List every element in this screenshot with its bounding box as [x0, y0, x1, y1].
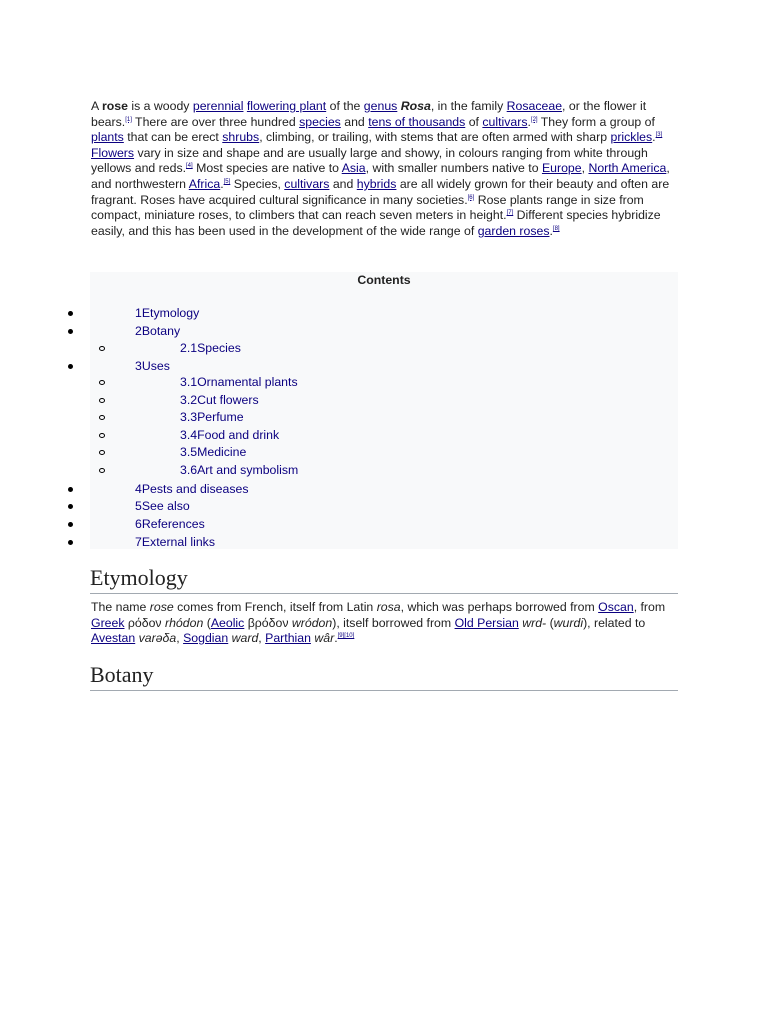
reference-2[interactable]: [2] [530, 116, 538, 123]
link-cultivars[interactable]: cultivars [482, 114, 528, 129]
link-north-america[interactable]: North America [588, 161, 667, 176]
toc-number: 3.4 [180, 428, 198, 442]
toc-label[interactable]: Medicine [197, 445, 247, 459]
toc-label[interactable]: Etymology [141, 306, 200, 320]
link-flowers[interactable]: Flowers [91, 145, 135, 160]
link-parthian[interactable]: Parthian [265, 631, 311, 645]
toc-number: 4 [135, 482, 142, 496]
link-shrubs[interactable]: shrubs [222, 130, 260, 145]
text: and [340, 114, 369, 129]
reference-6[interactable]: [6] [467, 194, 475, 201]
link-old-persian[interactable]: Old Persian [454, 615, 519, 630]
text: , [176, 631, 184, 645]
toc-label[interactable]: Ornamental plants [197, 375, 298, 389]
toc-item-etymology[interactable] [135, 305, 199, 321]
toc-item-art-and-symbolism[interactable] [180, 462, 298, 478]
reference-3[interactable]: [3] [655, 132, 663, 139]
toc-item-cut-flowers[interactable] [180, 392, 259, 408]
toc-label[interactable]: Cut flowers [197, 393, 259, 407]
toc-label[interactable]: Art and symbolism [197, 463, 299, 477]
text: Species, [230, 176, 285, 191]
link-prickles[interactable]: prickles [610, 130, 653, 145]
italic-term: wurdi [553, 615, 584, 630]
italic-term: varəδa [138, 631, 177, 645]
link-tens-of-thousands[interactable]: tens of thousands [368, 114, 466, 129]
bullet-icon [68, 364, 73, 369]
text: ρόδον [124, 615, 165, 630]
link-hybrids[interactable]: hybrids [356, 176, 397, 191]
text: , [258, 631, 266, 645]
toc-number: 3.6 [180, 463, 198, 477]
toc-item-references[interactable] [135, 516, 205, 532]
text: A [91, 99, 102, 113]
bold-italic-term-rosa: Rosa [400, 99, 431, 113]
italic-term: rhódon [165, 615, 204, 630]
text: There are over three hundred [131, 114, 300, 129]
heading-botany: Botany [90, 662, 678, 691]
toc-label[interactable]: Uses [141, 359, 170, 373]
link-aeolic[interactable]: Aeolic [210, 615, 245, 630]
text: , climbing, or trailing, with stems that are often armed with sharp [259, 130, 611, 145]
italic-term: wrd- [522, 615, 547, 630]
text: ( [203, 615, 211, 630]
toc-item-medicine[interactable] [180, 444, 246, 460]
text: Different species hybridize easily, and this has been used in the development of the wide range of [91, 208, 661, 238]
reference-8[interactable]: [8] [552, 225, 560, 232]
text: . [220, 176, 224, 191]
intro-paragraph [91, 99, 681, 239]
italic-term: wródon [291, 615, 333, 630]
reference-7[interactable]: [7] [506, 210, 514, 217]
text: . [527, 114, 531, 129]
text: ), related to [583, 615, 646, 630]
toc-number: 2 [135, 324, 142, 338]
text: is a woody [127, 99, 193, 113]
reference-5[interactable]: [5] [223, 178, 231, 185]
toc-label[interactable]: External links [141, 535, 215, 549]
text: of [465, 114, 483, 129]
toc-title: Contents [357, 273, 411, 287]
text: The name [91, 600, 150, 614]
sub-bullet-icon [99, 380, 105, 385]
toc-number: 7 [135, 535, 142, 549]
toc-label[interactable]: See also [141, 499, 190, 513]
link-sogdian[interactable]: Sogdian [183, 631, 229, 645]
link-garden-roses[interactable]: garden roses [477, 223, 550, 238]
link-genus[interactable]: genus [363, 99, 398, 113]
text: βρόδον [244, 615, 292, 630]
toc-label[interactable]: Species [197, 341, 241, 355]
italic-term: rose [149, 600, 174, 614]
toc-item-pests-and-diseases[interactable] [135, 481, 248, 497]
text: Rose plants range in size from compact, miniature roses, to climbers that can reach seven meters in height. [91, 192, 644, 223]
text: . [549, 223, 553, 238]
toc-item-see-also[interactable] [135, 498, 190, 514]
text: are all widely grown for their beauty and often are fragrant. Roses have acquired cultural significance in many societies. [91, 176, 670, 207]
reference-9-10[interactable]: [9][10] [337, 633, 355, 639]
link-europe[interactable]: Europe [541, 161, 582, 176]
text: . [334, 631, 338, 645]
text: Most species are native to [192, 161, 342, 176]
text: , and northwestern [91, 161, 670, 191]
toc-number: 6 [135, 517, 142, 531]
link-rosaceae[interactable]: Rosaceae [506, 99, 563, 113]
toc-item-external-links[interactable] [135, 534, 215, 550]
bullet-icon [68, 540, 73, 545]
sub-bullet-icon [99, 398, 105, 403]
toc-item-ornamental-plants[interactable] [180, 374, 298, 390]
toc-number: 3.5 [180, 445, 198, 459]
toc-number: 2.1 [180, 341, 198, 355]
toc-number: 3.2 [180, 393, 198, 407]
bullet-icon [68, 504, 73, 509]
link-africa[interactable]: Africa [188, 176, 221, 191]
text: , with smaller numbers native to [365, 161, 542, 176]
link-cultivars-2[interactable]: cultivars [284, 176, 330, 191]
link-oscan[interactable]: Oscan [598, 600, 634, 614]
toc-item-species[interactable] [180, 340, 241, 356]
reference-1[interactable]: [1] [125, 116, 132, 123]
toc-label[interactable]: Perfume [197, 410, 244, 424]
toc-item-uses[interactable] [135, 358, 170, 374]
link-perennial[interactable]: perennial [192, 99, 244, 113]
sub-bullet-icon [99, 468, 105, 473]
bullet-icon [68, 487, 73, 492]
sub-bullet-icon [99, 450, 105, 455]
bullet-icon [68, 522, 73, 527]
sub-bullet-icon [99, 346, 105, 351]
text: , [581, 161, 589, 176]
italic-term: wâr [314, 631, 335, 645]
text: ), itself borrowed from [332, 615, 455, 630]
link-avestan[interactable]: Avestan [91, 631, 136, 645]
link-plants[interactable]: plants [91, 130, 124, 145]
toc-label[interactable]: Food and drink [197, 428, 280, 442]
heading-etymology: Etymology [90, 565, 678, 594]
toc-number: 3.3 [180, 410, 198, 424]
bullet-icon [68, 311, 73, 316]
text: ( [546, 615, 554, 630]
toc-item-perfume[interactable] [180, 409, 244, 425]
link-greek[interactable]: Greek [91, 615, 125, 630]
sub-bullet-icon [99, 433, 105, 438]
italic-term: rosa [376, 600, 401, 614]
link-species[interactable]: species [299, 114, 341, 129]
toc-label[interactable]: Pests and diseases [141, 482, 249, 496]
italic-term: ward [231, 631, 259, 645]
text: , from [633, 600, 666, 614]
toc-number: 3 [135, 359, 142, 373]
toc-item-food-and-drink[interactable] [180, 427, 279, 443]
toc-item-botany[interactable] [135, 323, 180, 339]
bullet-icon [68, 329, 73, 334]
text: and [329, 176, 357, 191]
toc-number: 5 [135, 499, 142, 513]
text: , in the family [430, 99, 507, 113]
text: of the [326, 99, 364, 113]
sub-bullet-icon [99, 415, 105, 420]
text: comes from French, itself from Latin [173, 600, 377, 614]
text: , which was perhaps borrowed from [400, 600, 599, 614]
reference-4[interactable]: [4] [186, 163, 193, 170]
bold-term-rose: rose [101, 99, 128, 113]
text: They form a group of [537, 114, 655, 129]
text: vary in size and shape and are usually large and showy, in colours ranging from white through yellows and reds. [91, 145, 648, 176]
link-flowering-plant[interactable]: flowering plant [246, 99, 327, 113]
text: . [652, 130, 656, 145]
text: , or the flower it bears. [91, 99, 647, 129]
toc-label[interactable]: Botany [141, 324, 181, 338]
toc-number: 3.1 [180, 375, 198, 389]
text: that can be erect [123, 130, 223, 145]
toc-label[interactable]: References [141, 517, 205, 531]
etymology-paragraph [91, 600, 681, 647]
toc-number: 1 [135, 306, 142, 320]
link-asia[interactable]: Asia [341, 161, 366, 176]
